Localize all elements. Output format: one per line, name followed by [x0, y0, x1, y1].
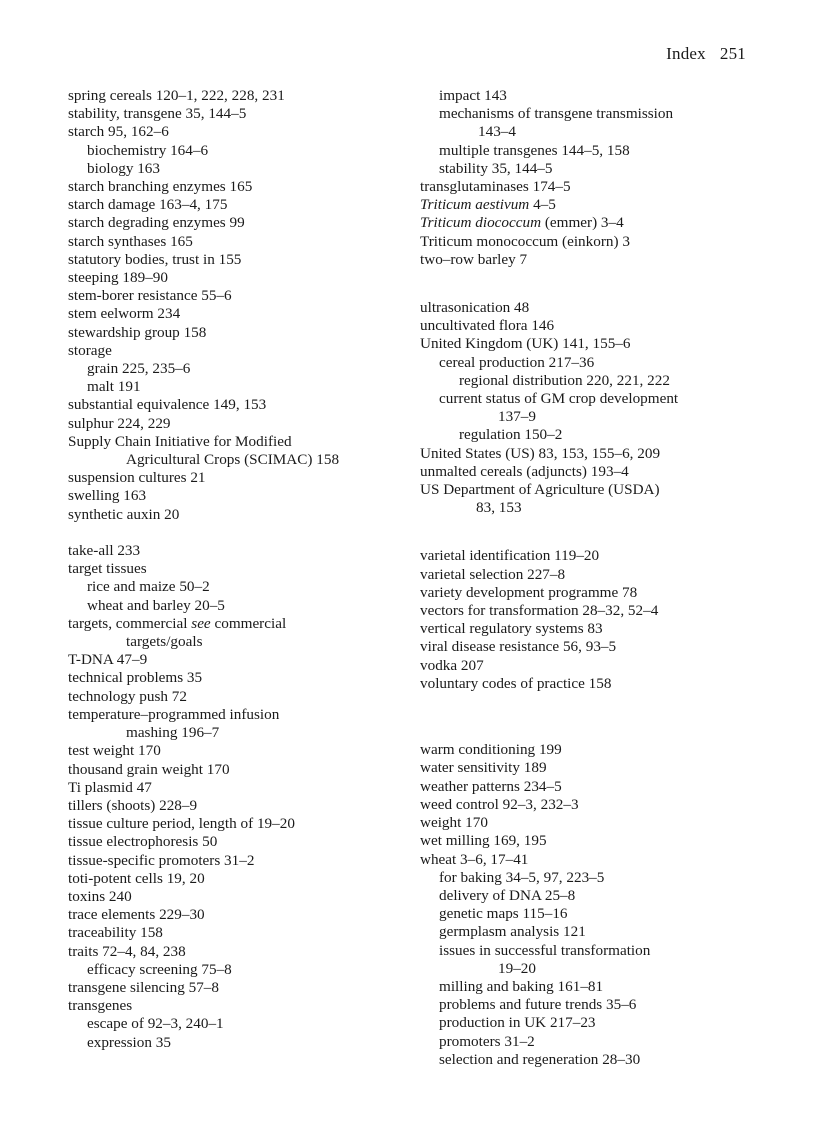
index-entry-text: regional distribution 220, 221, 222 — [459, 371, 670, 389]
index-entry-continuation — [68, 633, 339, 651]
index-entry — [68, 305, 339, 323]
index-entry — [420, 463, 678, 481]
index-subentry — [68, 961, 339, 979]
index-subentry — [420, 105, 678, 123]
index-subentry — [420, 426, 678, 444]
index-entry — [68, 251, 339, 269]
index-entry-text: promoters 31–2 — [439, 1032, 535, 1050]
index-entry-text: water sensitivity 189 — [420, 759, 547, 777]
index-subentry — [420, 1033, 678, 1051]
index-entry-text: Triticum monococcum (einkorn) 3 — [420, 232, 630, 250]
index-entry-text: germplasm analysis 121 — [439, 923, 586, 941]
index-entry-text: take-all 233 — [68, 542, 141, 560]
index-entry-continuation — [420, 408, 678, 426]
index-entry-pages: commercial — [210, 614, 287, 632]
index-entry-text: grain 225, 235–6 — [87, 360, 191, 378]
index-column-right — [420, 87, 678, 1069]
index-entry-text: weight 170 — [420, 814, 488, 832]
index-entry-text: wet milling 169, 195 — [420, 832, 547, 850]
index-entry-text: starch damage 163–4, 175 — [68, 196, 228, 214]
index-entry — [68, 396, 339, 414]
index-gap — [68, 524, 339, 542]
index-entry-text: Agricultural Crops (SCIMAC) 158 — [126, 451, 340, 469]
index-entry-text: stability, transgene 35, 144–5 — [68, 105, 247, 123]
index-subentry — [420, 142, 678, 160]
index-entry — [68, 196, 339, 214]
index-entry-text: targets, commercial — [68, 614, 192, 632]
index-entry-text: statutory bodies, trust in 155 — [68, 250, 242, 268]
index-entry — [420, 602, 678, 620]
index-entry — [68, 906, 339, 924]
index-subentry — [68, 578, 339, 596]
index-entry-text: tissue electrophoresis 50 — [68, 833, 218, 851]
index-entry — [68, 833, 339, 851]
index-entry-text: weather patterns 234–5 — [420, 777, 562, 795]
index-entry-text: problems and future trends 35–6 — [439, 996, 637, 1014]
index-entry-text: for baking 34–5, 97, 223–5 — [439, 868, 605, 886]
index-entry-text: tissue culture period, length of 19–20 — [68, 815, 295, 833]
index-entry-continuation — [420, 123, 678, 141]
index-entry-text: targets/goals — [126, 633, 203, 651]
index-entry — [68, 742, 339, 760]
index-entry — [68, 979, 339, 997]
index-entry — [68, 233, 339, 251]
index-entry-text: varietal selection 227–8 — [420, 565, 566, 583]
index-subentry — [420, 978, 678, 996]
index-entry — [420, 566, 678, 584]
index-entry-text: sulphur 224, 229 — [68, 414, 171, 432]
index-entry-text: two–row barley 7 — [420, 250, 528, 268]
index-entry — [420, 299, 678, 317]
index-entry — [420, 251, 678, 269]
index-entry — [420, 657, 678, 675]
index-entry — [68, 852, 339, 870]
index-entry-text: trace elements 229–30 — [68, 906, 205, 924]
index-entry-text: substantial equivalence 149, 153 — [68, 396, 267, 414]
index-entry — [420, 196, 678, 214]
index-entry — [68, 487, 339, 505]
index-entry-text: stem eelworm 234 — [68, 305, 181, 323]
index-entry-text: toti-potent cells 19, 20 — [68, 869, 205, 887]
index-entry — [420, 759, 678, 777]
index-entry-continuation — [68, 724, 339, 742]
index-entry-text: spring cereals 120–1, 222, 228, 231 — [68, 87, 285, 104]
index-entry-text: swelling 163 — [68, 487, 147, 505]
index-subentry — [68, 378, 339, 396]
index-subentry — [68, 1015, 339, 1033]
index-entry-text: suspension cultures 21 — [68, 469, 206, 487]
index-entry — [68, 415, 339, 433]
index-entry — [68, 797, 339, 815]
index-entry-text: traits 72–4, 84, 238 — [68, 942, 186, 960]
index-entry-italic: Triticum aestivum — [420, 196, 530, 214]
index-entry — [68, 506, 339, 524]
index-gap — [420, 723, 678, 741]
index-entry-continuation — [420, 499, 678, 517]
index-subentry — [68, 360, 339, 378]
index-entry-text: starch 95, 162–6 — [68, 123, 169, 141]
index-column-left — [68, 87, 339, 1052]
index-entry — [420, 832, 678, 850]
index-entry — [68, 924, 339, 942]
index-entry-text: 19–20 — [498, 959, 536, 977]
index-entry — [68, 560, 339, 578]
index-entry-text: test weight 170 — [68, 742, 161, 760]
index-subentry — [420, 372, 678, 390]
index-entry-text: variety development programme 78 — [420, 583, 638, 601]
index-entry-text: tillers (shoots) 228–9 — [68, 796, 198, 814]
index-entry-italic: see — [191, 614, 211, 632]
index-entry-text: production in UK 217–23 — [439, 1014, 596, 1032]
index-entry-text: genetic maps 115–16 — [439, 905, 568, 923]
index-entry-text: escape of 92–3, 240–1 — [87, 1015, 224, 1033]
index-entry — [68, 342, 339, 360]
index-entry-text: United Kingdom (UK) 141, 155–6 — [420, 335, 631, 353]
index-entry — [420, 638, 678, 656]
index-entry-pages: (emmer) 3–4 — [541, 214, 624, 232]
index-entry-text: stem-borer resistance 55–6 — [68, 287, 232, 305]
index-subentry — [68, 1034, 339, 1052]
index-entry-text: vertical regulatory systems 83 — [420, 620, 603, 638]
index-entry — [68, 469, 339, 487]
index-entry-text: rice and maize 50–2 — [87, 578, 210, 596]
index-entry-text: 137–9 — [498, 408, 536, 426]
index-subentry — [420, 354, 678, 372]
index-entry — [68, 324, 339, 342]
index-entry-text: Supply Chain Initiative for Modified — [68, 432, 292, 450]
index-entry — [68, 870, 339, 888]
index-entry-pages: 4–5 — [529, 196, 556, 214]
index-entry-text: efficacy screening 75–8 — [87, 960, 232, 978]
index-entry — [420, 445, 678, 463]
index-entry-text: viral disease resistance 56, 93–5 — [420, 638, 617, 656]
index-subentry — [420, 905, 678, 923]
index-entry — [420, 335, 678, 353]
index-entry-text: stability 35, 144–5 — [439, 159, 553, 177]
index-entry-text: impact 143 — [439, 87, 507, 104]
index-entry-text: malt 191 — [87, 378, 141, 396]
index-entry-text: current status of GM crop development — [439, 390, 679, 408]
index-entry-text: biochemistry 164–6 — [87, 141, 209, 159]
index-entry — [420, 178, 678, 196]
index-subentry — [420, 869, 678, 887]
index-entry — [420, 481, 678, 499]
index-entry-text: 83, 153 — [476, 499, 522, 517]
index-entry — [68, 287, 339, 305]
index-entry — [68, 433, 339, 451]
index-entry — [420, 814, 678, 832]
index-entry-text: multiple transgenes 144–5, 158 — [439, 141, 630, 159]
index-entry-text: starch synthases 165 — [68, 232, 193, 250]
index-gap — [420, 693, 678, 723]
index-entry — [420, 317, 678, 335]
index-entry — [420, 851, 678, 869]
index-entry-continuation — [420, 960, 678, 978]
index-entry-text: transgenes — [68, 997, 133, 1015]
index-entry-text: vectors for transformation 28–32, 52–4 — [420, 602, 659, 620]
index-entry-text: mashing 196–7 — [126, 724, 220, 742]
index-entry-continuation — [68, 451, 339, 469]
index-entry — [68, 688, 339, 706]
index-entry — [68, 706, 339, 724]
index-entry-text: milling and baking 161–81 — [439, 977, 604, 995]
index-entry-text: vodka 207 — [420, 656, 484, 674]
index-entry — [68, 178, 339, 196]
index-entry-text: cereal production 217–36 — [439, 353, 595, 371]
index-subentry — [68, 597, 339, 615]
index-entry-text: issues in successful transformation — [439, 941, 651, 959]
index-entry-text: regulation 150–2 — [459, 426, 563, 444]
index-entry-text: toxins 240 — [68, 887, 132, 905]
index-entry — [68, 123, 339, 141]
index-entry — [68, 87, 339, 105]
index-entry-text: starch branching enzymes 165 — [68, 178, 253, 196]
index-entry-text: voluntary codes of practice 158 — [420, 674, 612, 692]
index-entry-italic: Triticum diococcum — [420, 214, 542, 232]
running-header — [666, 44, 746, 64]
index-entry-text: wheat 3–6, 17–41 — [420, 850, 529, 868]
index-entry-text: selection and regeneration 28–30 — [439, 1050, 641, 1068]
index-entry — [68, 214, 339, 232]
index-entry-text: varietal identification 119–20 — [420, 547, 600, 565]
index-entry — [68, 761, 339, 779]
index-entry-text: stewardship group 158 — [68, 323, 207, 341]
index-entry-text: uncultivated flora 146 — [420, 317, 555, 335]
index-entry-text: warm conditioning 199 — [420, 741, 562, 759]
index-entry — [68, 779, 339, 797]
index-subentry — [420, 160, 678, 178]
index-entry — [68, 615, 339, 633]
index-entry-text: 143–4 — [478, 123, 516, 141]
index-subentry — [68, 160, 339, 178]
index-subentry — [420, 996, 678, 1014]
index-subentry — [420, 923, 678, 941]
index-entry — [420, 778, 678, 796]
index-entry — [68, 815, 339, 833]
index-entry-text: wheat and barley 20–5 — [87, 596, 225, 614]
page-number: 251 — [719, 44, 746, 63]
index-entry — [420, 233, 678, 251]
index-entry-text: steeping 189–90 — [68, 269, 168, 287]
index-entry-text: weed control 92–3, 232–3 — [420, 795, 579, 813]
index-entry-text: mechanisms of transgene transmission — [439, 105, 674, 123]
index-subentry — [420, 887, 678, 905]
index-entry-text: starch degrading enzymes 99 — [68, 214, 245, 232]
index-entry — [420, 741, 678, 759]
index-entry — [420, 796, 678, 814]
index-subentry — [420, 1051, 678, 1069]
index-entry — [68, 269, 339, 287]
index-entry-text: expression 35 — [87, 1033, 171, 1051]
index-entry-text: T-DNA 47–9 — [68, 651, 148, 669]
index-entry-text: transgene silencing 57–8 — [68, 978, 219, 996]
index-entry — [68, 997, 339, 1015]
index-entry-text: unmalted cereals (adjuncts) 193–4 — [420, 462, 629, 480]
index-entry-text: delivery of DNA 25–8 — [439, 886, 576, 904]
index-subentry — [420, 87, 678, 105]
index-entry — [68, 669, 339, 687]
index-subentry — [420, 942, 678, 960]
index-entry — [420, 620, 678, 638]
index-subentry — [420, 390, 678, 408]
index-entry — [68, 651, 339, 669]
index-entry — [420, 547, 678, 565]
index-entry-text: transglutaminases 174–5 — [420, 178, 571, 196]
index-entry — [420, 675, 678, 693]
index-entry-text: ultrasonication 48 — [420, 299, 530, 317]
index-entry-text: storage — [68, 341, 112, 359]
header-section-title: Index — [666, 44, 706, 63]
index-entry-text: synthetic auxin 20 — [68, 505, 180, 523]
index-entry — [68, 105, 339, 123]
index-subentry — [68, 142, 339, 160]
index-entry-text: tissue-specific promoters 31–2 — [68, 851, 255, 869]
index-entry — [68, 888, 339, 906]
index-entry-text: target tissues — [68, 560, 147, 578]
index-entry-text: US Department of Agriculture (USDA) — [420, 481, 660, 499]
index-entry-text: traceability 158 — [68, 924, 163, 942]
index-entry — [68, 542, 339, 560]
index-entry-text: Ti plasmid 47 — [68, 778, 152, 796]
index-entry-text: thousand grain weight 170 — [68, 760, 230, 778]
index-entry — [420, 584, 678, 602]
index-entry-text: technology push 72 — [68, 687, 187, 705]
index-entry — [420, 214, 678, 232]
index-gap — [420, 517, 678, 547]
index-entry-text: United States (US) 83, 153, 155–6, 209 — [420, 444, 661, 462]
index-entry-text: technical problems 35 — [68, 669, 203, 687]
index-entry-text: temperature–programmed infusion — [68, 705, 280, 723]
index-entry-text: biology 163 — [87, 159, 160, 177]
index-subentry — [420, 1014, 678, 1032]
index-entry — [68, 943, 339, 961]
index-gap — [420, 269, 678, 299]
